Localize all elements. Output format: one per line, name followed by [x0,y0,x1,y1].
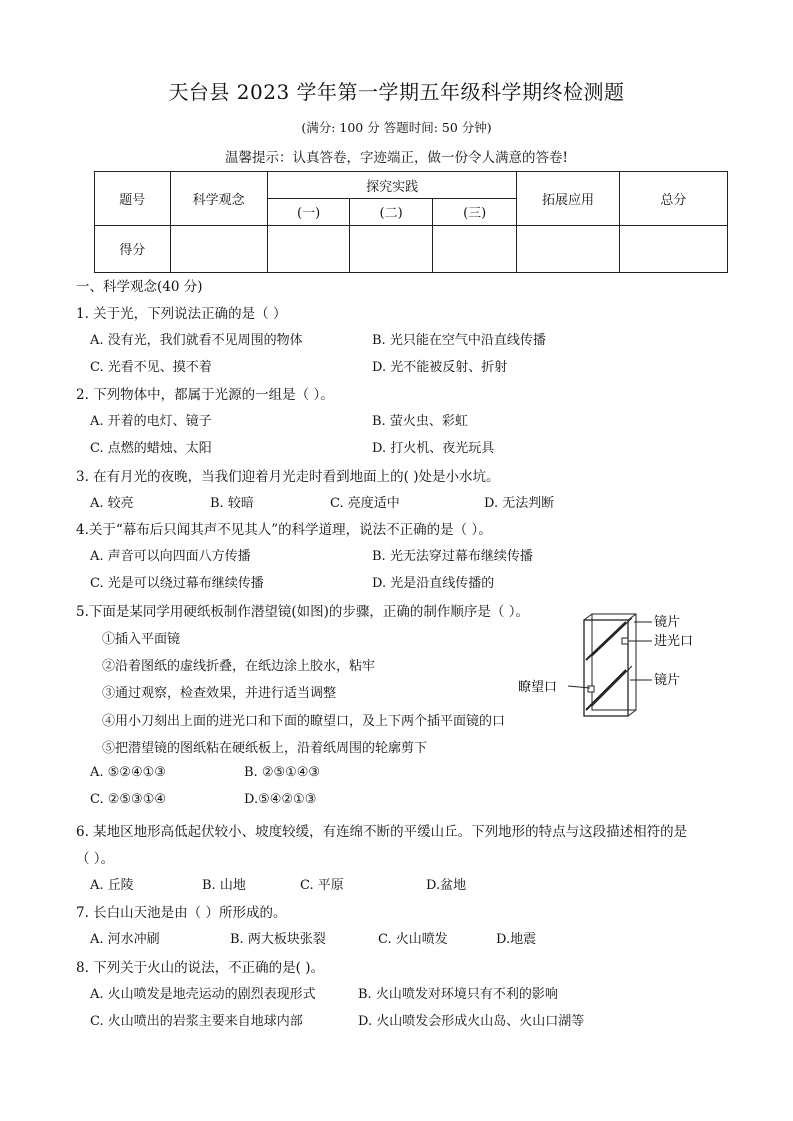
q8-option-d[interactable]: D. 火山喷发会形成火山岛、火山口湖等 [358,1014,585,1029]
q2-option-d[interactable]: D. 打火机、夜光玩具 [372,441,495,456]
score-table [94,171,728,273]
q5-option-a[interactable]: A. ⑤②④①③ [90,765,166,780]
q5-step-3: ③通过观察，检查效果，并进行适当调整 [102,686,337,701]
label-mirror-bottom: 镜片 [654,673,681,688]
label-light-inlet: 进光口 [654,634,694,649]
header-sub-1: (一) [267,199,350,225]
q3-option-d[interactable]: D. 无法判断 [484,496,555,511]
q5-option-c[interactable]: C. ②⑤③①④ [90,792,167,807]
q3-option-b[interactable]: B. 较暗 [210,496,254,511]
q4-option-c[interactable]: C. 光是可以绕过幕布继续传播 [90,576,264,591]
section-title: 一、科学观念(40 分) [76,279,203,295]
q7-option-a[interactable]: A. 河水冲刷 [90,932,160,947]
header-total: 总分 [619,172,727,226]
q7-option-d[interactable]: D.地震 [496,932,537,947]
header-sub-3: (三) [432,199,517,225]
question-6: 6. 某地区地形高低起伏较小、坡度较缓，有连绵不断的平缓山丘。下列地形的特点与这段描述相符的是 [76,824,688,840]
q5-option-d[interactable]: D.⑤④②①③ [244,792,317,807]
q8-option-b[interactable]: B. 火山喷发对环境只有不利的影响 [358,987,558,1002]
score-cell-extend[interactable] [517,225,619,272]
q5-step-4: ④用小刀刻出上面的进光口和下面的瞭望口，及上下两个插平面镜的口 [102,714,506,729]
q7-option-b[interactable]: B. 两大板块张裂 [230,932,326,947]
question-1: 1. 关于光，下列说法正确的是（ ） [76,306,287,322]
q1-option-b[interactable]: B. 光只能在空气中沿直线传播 [372,333,546,348]
periscope-diagram [512,612,712,722]
q5-step-5: ⑤把潜望镜的图纸粘在硬纸板上，沿着纸周围的轮廓剪下 [102,741,428,756]
q8-option-c[interactable]: C. 火山喷出的岩浆主要来自地球内部 [90,1014,303,1029]
score-cell-practice-3[interactable] [432,225,517,272]
q3-option-c[interactable]: C. 亮度适中 [330,496,400,511]
q2-option-c[interactable]: C. 点燃的蜡烛、太阳 [90,441,212,456]
header-number: 题号 [95,172,171,226]
page-title: 天台县 2023 学年第一学期五年级科学期终检测题 [168,80,625,104]
q4-option-a[interactable]: A. 声音可以向四面八方传播 [90,549,251,564]
q7-option-c[interactable]: C. 火山喷发 [378,932,448,947]
header-extend: 拓展应用 [517,172,619,226]
exam-info: (满分: 100 分 答题时间: 50 分钟) [301,120,492,135]
row-score-label: 得分 [95,225,171,272]
q6-option-c[interactable]: C. 平原 [300,878,344,893]
q4-option-d[interactable]: D. 光是沿直线传播的 [372,576,495,591]
q5-option-b[interactable]: B. ②⑤①④③ [244,765,321,780]
question-4: 4.关于“幕布后只闻其声不见其人”的科学道理，说法不正确的是（ ）。 [76,522,492,538]
q6-option-a[interactable]: A. 丘陵 [90,878,134,893]
question-6-cont: （ ）。 [76,851,115,867]
q2-option-a[interactable]: A. 开着的电灯、镜子 [90,414,212,429]
warm-tip: 温馨提示：认真答卷，字迹端正，做一份令人满意的答卷! [225,150,568,166]
periscope-figure [512,612,712,722]
q1-option-a[interactable]: A. 没有光，我们就看不见周围的物体 [90,333,303,348]
header-sub-2: (二) [350,199,433,225]
header-concept: 科学观念 [170,172,267,226]
score-cell-concept[interactable] [170,225,267,272]
header-practice: 探究实践 [267,172,517,199]
question-8: 8. 下列关于火山的说法，不正确的是( )。 [76,960,324,976]
question-7: 7. 长白山天池是由（ ）所形成的。 [76,905,287,921]
q2-option-b[interactable]: B. 萤火虫、彩虹 [372,414,468,429]
q1-option-c[interactable]: C. 光看不见、摸不着 [90,360,212,375]
label-lookout: 瞭望口 [518,680,558,695]
score-cell-practice-2[interactable] [350,225,433,272]
score-cell-total[interactable] [619,225,727,272]
q6-option-d[interactable]: D.盆地 [426,878,467,893]
q6-option-b[interactable]: B. 山地 [202,878,246,893]
q5-step-2: ②沿着图纸的虚线折叠，在纸边涂上胶水，粘牢 [102,659,376,674]
q5-step-1: ①插入平面镜 [102,632,181,647]
q3-option-a[interactable]: A. 较亮 [90,496,134,511]
q1-option-d[interactable]: D. 光不能被反射、折射 [372,360,508,375]
score-cell-practice-1[interactable] [267,225,350,272]
q8-option-a[interactable]: A. 火山喷发是地壳运动的剧烈表现形式 [90,987,316,1002]
question-3: 3. 在有月光的夜晚，当我们迎着月光走时看到地面上的( )处是小水坑。 [76,469,500,485]
question-5: 5.下面是某同学用硬纸板制作潜望镜(如图)的步骤，正确的制作顺序是（ ）。 [76,604,529,620]
q4-option-b[interactable]: B. 光无法穿过幕布继续传播 [372,549,533,564]
question-2: 2. 下列物体中，都属于光源的一组是（ ）。 [76,387,334,403]
label-mirror-top: 镜片 [654,615,681,630]
